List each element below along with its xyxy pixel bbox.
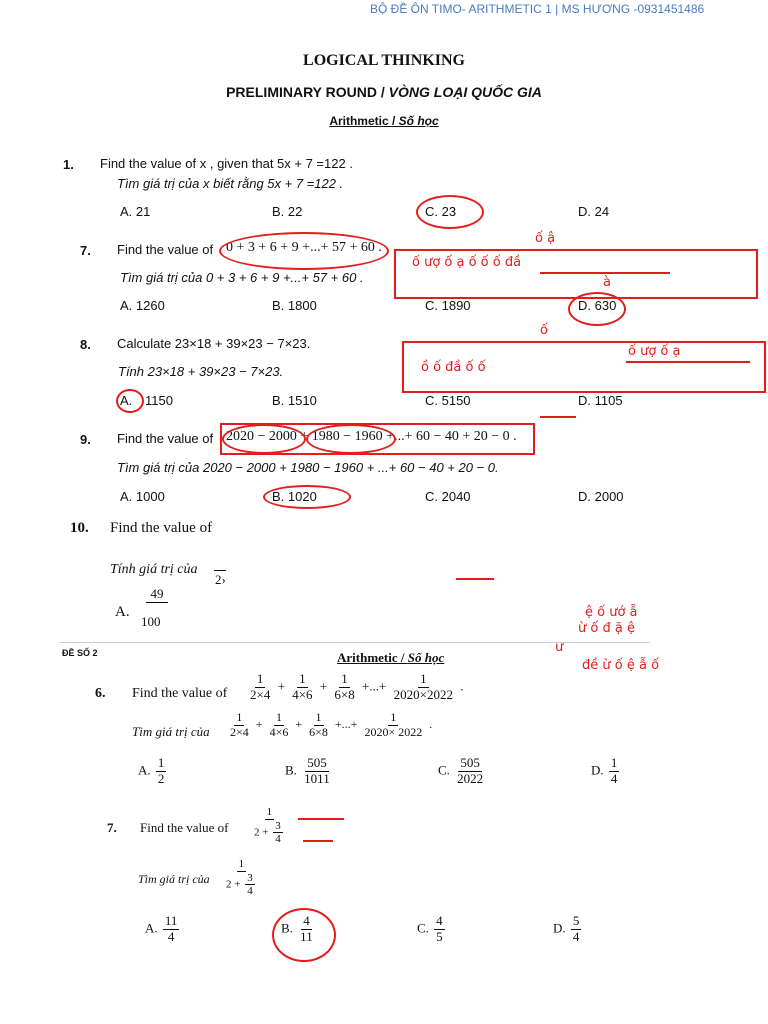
q7b-one: 1 [266, 806, 273, 818]
q6b-text-vi: Tìm giá trị của [132, 724, 210, 739]
q7b-option-a [145, 914, 181, 945]
q6b-option-a-label: A. [138, 762, 151, 778]
q6b-option-d-num: 1 [610, 755, 618, 770]
q7b-answer-circle [272, 908, 336, 962]
q7b-red-mark-1 [298, 818, 344, 820]
q8-option-a-value: 1150 [145, 393, 173, 408]
q7b-four: 4 [275, 833, 281, 846]
q6b-option-d [591, 756, 621, 787]
q6b-fr2-num: 1 [299, 671, 306, 686]
q6b-vfr2-num: 1 [275, 710, 282, 724]
q9-option-a: A. 1000 [120, 489, 165, 504]
q7b-red-mark-2 [303, 840, 333, 842]
q7b-option-b-den: 11 [300, 928, 313, 944]
q6b-option-a-num: 1 [157, 755, 165, 770]
q9-pair2-circle [306, 424, 396, 454]
q8-number: 8. [80, 337, 91, 352]
q6b-option-d-label: D. [591, 762, 604, 778]
q9-number: 9. [80, 432, 91, 447]
q6b-option-c-den: 2022 [457, 770, 484, 786]
q8-text-vi: Tính 23×18 + 39×23 − 7×23. [118, 364, 284, 379]
q9-pair1-circle [222, 424, 306, 454]
q6b-option-b-den: 1011 [304, 770, 330, 786]
q7-note-line2: ố ượ ố ạ ố ố ố đầ [412, 255, 522, 270]
q7b-option-c-num: 4 [436, 913, 443, 928]
q7b-option-d [553, 914, 583, 945]
q7b-expression-vi [222, 858, 261, 898]
q9-expression: 2020 − 2000 + 1980 − 1960 +...+ 60 − 40 + 20 − 0 . [226, 429, 517, 444]
q1-text-vi: Tìm giá trị của x biết rằng 5x + 7 =122 . [117, 176, 344, 191]
q7-option-d: D. 630 [578, 298, 617, 313]
q7b-option-d-num: 5 [572, 913, 580, 928]
q7b-three: 3 [275, 819, 281, 832]
q6b-option-b-label: B. [285, 762, 297, 778]
q9-text-vi: Tìm giá trị của 2020 − 2000 + 1980 − 1960 + ...+ 60 − 40 + 20 − 0. [117, 460, 499, 475]
q7b-expression [250, 806, 289, 846]
q7-note-line3: à [603, 275, 611, 290]
q6b-fr1-num: 1 [256, 671, 264, 686]
q7b-option-d-den: 4 [572, 928, 580, 944]
q7b-number: 7. [107, 820, 117, 835]
q8-text: Calculate 23×18 + 39×23 − 7×23. [117, 336, 311, 351]
q10-option-a: A. [115, 604, 130, 620]
page-header: BỘ ĐỀ ÔN TIMO- ARITHMETIC 1 | MS HƯƠNG -0931451486 [370, 2, 705, 16]
section-heading [0, 114, 768, 128]
q6b-option-c [438, 756, 487, 787]
q7b-option-c-den: 5 [436, 928, 443, 944]
q1-text: Find the value of x , given that 5x + 7 =122 . [100, 156, 353, 171]
q9-option-d: D. 2000 [578, 489, 624, 504]
page-title: LOGICAL THINKING [303, 52, 465, 69]
q7-expression-circle [219, 232, 389, 270]
q1-option-d: D. 24 [578, 204, 610, 219]
q1-option-c: C. 23 [425, 204, 457, 219]
q10-note-line1: ệ ố ướ ẫ [585, 605, 638, 620]
q7-note-underline [540, 272, 670, 274]
q7b-option-c [417, 914, 447, 945]
q7b-option-a-den: 4 [167, 928, 175, 944]
q7b-option-b-label: B. [281, 920, 293, 936]
q6b-option-c-label: C. [438, 762, 450, 778]
page-divider [60, 642, 650, 643]
q9-answer-circle [263, 485, 351, 509]
q6b-vfr2-den: 4×6 [269, 724, 289, 739]
q6b-vfr3-den: 6×8 [309, 724, 328, 739]
q7b-two: 2 [254, 826, 260, 839]
q8-option-a: A. [120, 393, 133, 408]
section2-vi: Số học [407, 650, 445, 665]
q6b-fr3-den: 6×8 [334, 686, 355, 702]
q6b-option-d-den: 4 [610, 770, 618, 786]
q6b-frl-den: 2020×2022 [393, 686, 453, 702]
q10-option-a-denominator: 100 [141, 614, 161, 629]
q9-option-c: C. 2040 [425, 489, 471, 504]
q6b-vfrl-den: 2020× 2022 [364, 724, 423, 739]
q7b-v-two: 2 [226, 878, 232, 891]
q10-note-line4: đề ừ ố ệ ẫ ố [582, 658, 660, 673]
q10-red-mark [456, 578, 494, 580]
q10-fraction-bar [214, 548, 226, 571]
q8-note-line1: ố [540, 323, 548, 338]
q1-option-a: A. 21 [120, 204, 151, 219]
section-en: Arithmetic / [329, 114, 399, 128]
q6b-option-a-den: 2 [157, 770, 165, 786]
q6b-number: 6. [95, 686, 106, 701]
q6b-option-c-num: 505 [460, 755, 480, 770]
q7-option-c: C. 1890 [425, 298, 471, 313]
q7-number: 7. [80, 243, 91, 258]
q1-number: 1. [63, 157, 74, 172]
q10-partial-denominator: 2› [215, 572, 226, 587]
section-vi: Số học [398, 114, 439, 128]
q7b-v-four: 4 [247, 885, 253, 898]
q7-text: Find the value of [117, 242, 214, 257]
q9-option-b: B. 1020 [272, 489, 317, 504]
q6b-vfr1-num: 1 [236, 710, 243, 724]
section2-heading [337, 650, 444, 666]
q6b-option-a [138, 756, 168, 787]
q6b-expression-vi: $\frac{1}{2\times 4}$ + $\frac{1}{4\times 6}$ + $\frac{1}{6\times 8}$ +...+ $\frac{1}{2020\times 2022}$ . [230, 710, 433, 739]
q6b-frl-num: 1 [420, 671, 427, 686]
q8-note-line2: ố ượ ố ạ [628, 344, 681, 359]
q8-option-b: B. 1510 [272, 393, 317, 408]
q6b-option-b [285, 756, 334, 787]
q7-option-a: A. 1260 [120, 298, 165, 313]
q7b-v-denominator: 2 + $\frac{3}{4}$ [226, 871, 253, 898]
q6b-vdots: +...+ [334, 717, 358, 732]
q7-text-vi: Tìm giá trị của 0 + 3 + 6 + 9 +...+ 57 + 60 . [120, 270, 364, 285]
q6b-fr3-num: 1 [341, 671, 348, 686]
q10-note-line3: ư [555, 640, 564, 655]
q7b-denominator: 2 + $\frac{3}{4}$ [254, 819, 281, 846]
q6b-text: Find the value of [132, 686, 228, 701]
q7b-option-a-num: 11 [164, 913, 178, 928]
q8-option-d: D. 1105 [578, 393, 623, 408]
q7b-text-vi: Tìm giá trị của [138, 872, 210, 886]
q8-note-line3: ồ ố đầ ố ố [421, 360, 486, 375]
q7b-v-three: 3 [247, 871, 253, 884]
q7b-option-b-num: 4 [303, 913, 310, 928]
q7b-option-a-label: A. [145, 920, 158, 936]
q10-option-a-numerator: 49 [146, 586, 168, 603]
q7b-text: Find the value of [140, 820, 229, 835]
q10-note-line2: ừ ố đ ặ ệ [578, 621, 635, 636]
q7b-v-one: 1 [238, 858, 245, 870]
q6b-dots: +...+ [361, 678, 387, 694]
q8-red-mark [540, 416, 576, 418]
q7-expression: 0 + 3 + 6 + 9 +...+ 57 + 60 . [226, 240, 382, 255]
q6b-vfr1-den: 2×4 [230, 724, 249, 739]
round-heading [0, 84, 768, 100]
section2-en: Arithmetic / [337, 650, 408, 665]
round-en: PRELIMINARY ROUND / [226, 84, 389, 100]
q7-option-b: B. 1800 [272, 298, 317, 313]
q6b-option-b-num: 505 [307, 755, 327, 770]
q1-option-b: B. 22 [272, 204, 303, 219]
q7b-option-c-label: C. [417, 920, 429, 936]
q7-note-line1: ố ậ [535, 231, 556, 246]
q10-number: 10. [70, 520, 89, 536]
q9-text: Find the value of [117, 431, 214, 446]
q6b-fr1-den: 2×4 [250, 686, 271, 702]
exam-label: ĐỀ SỐ 2 [62, 648, 98, 658]
q7b-option-d-label: D. [553, 920, 566, 936]
q8-note-underline [626, 361, 750, 363]
q6b-vfr3-num: 1 [315, 710, 322, 724]
q6b-fr2-den: 4×6 [292, 686, 313, 702]
q10-text: Find the value of [110, 520, 213, 536]
q6b-expression: $\frac{1}{2\times 4}$ + $\frac{1}{4\times 6}$ + $\frac{1}{6\times 8}$ +...+ $\frac{1}{2020\times 2022}$ . [250, 671, 464, 702]
q8-answer-circle [116, 389, 144, 413]
q6b-vfrl-num: 1 [390, 710, 397, 724]
q10-text-vi: Tính giá trị của [110, 562, 198, 577]
round-vi: VÒNG LOẠI QUỐC GIA [388, 84, 542, 100]
q8-option-c: C. 5150 [425, 393, 471, 408]
q1-answer-circle [416, 195, 484, 229]
